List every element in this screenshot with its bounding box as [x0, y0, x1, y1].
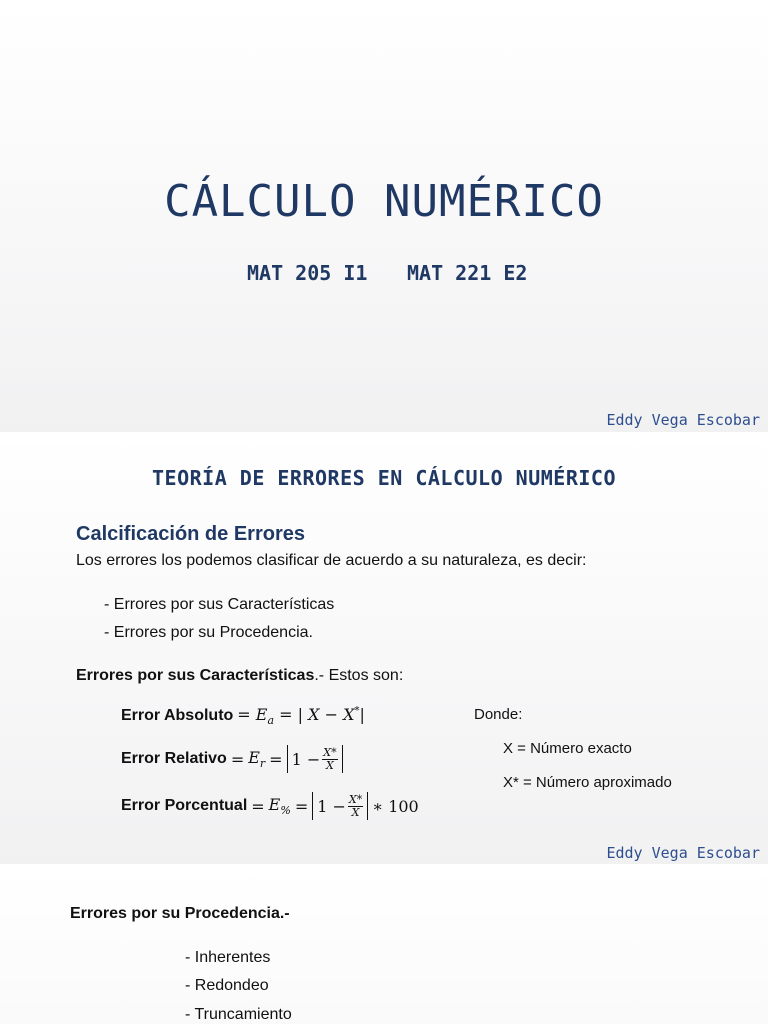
- slide-title: TEORÍA DE ERRORES EN CÁLCULO NUMÉRICO: [151, 466, 617, 490]
- subheading: [76, 667, 403, 685]
- title-slide: [0, 0, 768, 432]
- eq-percent-label: Error Porcentual: [121, 797, 248, 814]
- eq-absolute-formula: = $E_a$ = | X − X*|: [237, 704, 365, 728]
- bullet-procedence: - Errores por su Procedencia.: [104, 624, 313, 641]
- subheading-bold: Errores por sus Características: [76, 667, 315, 684]
- where-label: Donde:: [474, 706, 523, 723]
- author-name: Eddy Vega Escobar: [606, 411, 760, 429]
- eq-absolute-label: Error Absoluto: [121, 707, 234, 724]
- item-redondeo: - Redondeo: [185, 977, 269, 994]
- definition-x-star: X* = Número aproximado: [503, 774, 672, 791]
- eq-relative-formula: = $E_r$ = 1 − $\frac{X*}{X}$: [231, 745, 347, 773]
- subheading-rest: .- Estos son:: [314, 667, 404, 684]
- errors-theory-slide: [0, 432, 768, 864]
- eq-relative-label: Error Relativo: [121, 750, 227, 767]
- intro-text: Los errores los podemos clasificar de acuerdo a su naturaleza, es decir:: [76, 552, 587, 569]
- course-code-1: MAT 205 I1: [247, 261, 368, 285]
- definition-x: X = Número exacto: [503, 740, 632, 757]
- course-code-2: MAT 221 E2: [407, 261, 528, 285]
- eq-percent-formula: = $E_{\%}$ = 1 − $\frac{X*}{X}$ ∗ 100: [251, 792, 419, 819]
- item-truncamiento: - Truncamiento: [185, 1006, 292, 1023]
- item-inherentes: - Inherentes: [185, 949, 271, 966]
- eq-absolute: [121, 704, 365, 728]
- author-name: Eddy Vega Escobar: [606, 844, 760, 862]
- section-heading: Calcificación de Errores: [76, 523, 305, 545]
- procedence-slide: [0, 864, 768, 1024]
- course-title: CÁLCULO NUMÉRICO: [164, 176, 604, 227]
- bullet-characteristics: - Errores por sus Características: [104, 596, 335, 613]
- procedence-heading: Errores por su Procedencia.-: [70, 905, 290, 922]
- eq-relative: [121, 743, 347, 775]
- eq-percent: [121, 790, 419, 822]
